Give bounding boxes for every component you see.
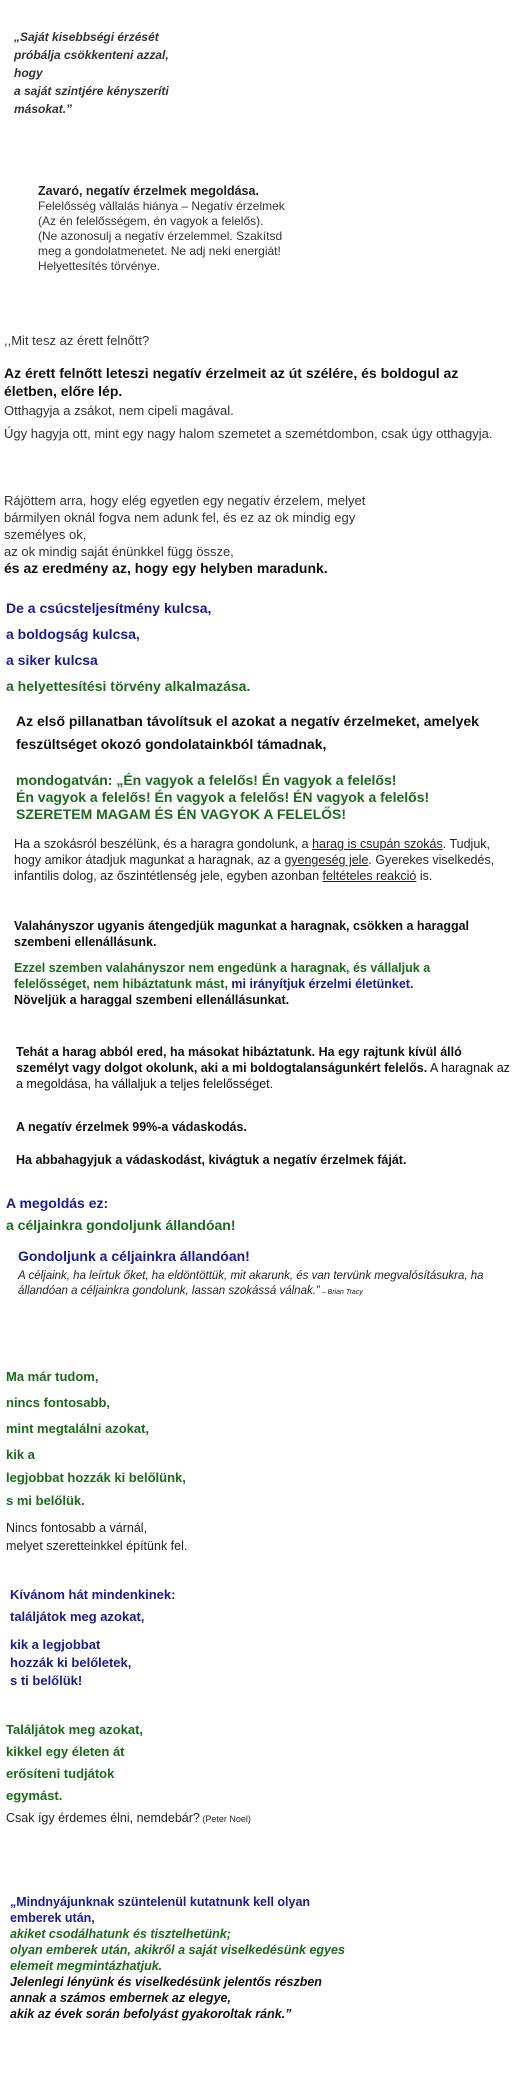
list-item: a helyettesítési törvény alkalmazása. (6, 678, 251, 694)
find-them-poem (6, 1719, 520, 1830)
quote-heading: Gondoljunk a céljainkra állandóan! (18, 1248, 250, 1264)
underlined-phrase: harag is csupán szokás (312, 837, 443, 851)
text-line: meg a gondolatmenetet. Ne adj neki energiát! (38, 244, 281, 258)
quote-line: emberek után, (10, 1911, 95, 1925)
text-line: személyes ok, (4, 527, 87, 542)
quote-line: Jelenlegi lényünk és viselkedésünk jelentős részben (10, 1975, 322, 1989)
list-item: De a csúcsteljesítmény kulcsa, (6, 600, 212, 616)
quote-line: elemeit megmintázhatjuk. (10, 1959, 163, 1973)
poem-line: s ti belőlük! (10, 1673, 83, 1688)
quote-line: akiket csodálhatunk és tisztelhetünk; (10, 1927, 231, 1941)
bold-text: Tehát a harag abból ered, ha másokat hibáztatunk. Ha egy rajtunk kívül álló személyt vagy dolgot okolunk, aki a mi boldogtalanságunkért felelős. (16, 1045, 462, 1075)
keys-list (6, 595, 520, 699)
text-line: a céljainkra gondoljunk állandóan! (6, 1217, 236, 1233)
remove-emotions-paragraph: Az első pillanatban távolítsuk el azokat a negatív érzelmeket, amelyek feszültséget okozó gondolatainkból támadnak, (16, 713, 479, 752)
quote-line: „Mindnyájunknak szüntelenül kutatnunk kell olyan (10, 1895, 311, 1909)
text-fragment: Ha a szokásról beszélünk, és a haragra gondolunk, a (14, 837, 313, 851)
quote-line: próbálja csökkenteni azzal, (14, 48, 169, 62)
text-line: A megoldás ez: (6, 1195, 109, 1211)
goals-quote (18, 1248, 508, 1300)
poem-line: hozzák ki belőletek, (10, 1655, 132, 1670)
list-item: a boldogság kulcsa, (6, 626, 140, 642)
poem-line: Ma már tudom, (6, 1369, 99, 1384)
text-line: melyet szeretteinkkel építünk fel. (6, 1539, 188, 1553)
closing-line (6, 1807, 520, 1830)
poem-line: egymást. (6, 1788, 63, 1803)
negative-emotions-box (38, 184, 358, 274)
text-line: Rájöttem arra, hogy elég egyetlen egy negatív érzelem, melyet (4, 493, 366, 508)
quote-line: akik az évek során befolyást gyakoroltak ránk.” (10, 2007, 292, 2021)
closing-text: Csak így érdemes élni, nemdebár? (6, 1811, 200, 1825)
opening-quote (14, 28, 244, 118)
poem-line: Kívánom hát mindenkinek: (10, 1587, 176, 1602)
cut-tree-statement: Ha abbahagyjuk a vádaskodást, kivágtuk a negatív érzelmek fáját. (16, 1153, 407, 1167)
poem-line: kik a legjobbat (10, 1637, 101, 1652)
question-heading: ,,Mit tesz az érett felnőtt? (4, 333, 150, 348)
text-line: Felelősség vállalás hiánya – Negatív érzelmek (38, 199, 285, 213)
text-line: (Az én felelősségem, én vagyok a felelős). (38, 214, 264, 228)
anger-resistance-paragraph: Valahányszor ugyanis átengedjük magunkat a haragnak, csökken a haraggal szembeni ellenállásunk. (14, 919, 470, 949)
poem-line: nincs fontosabb, (6, 1395, 110, 1410)
blame-paragraph (16, 1044, 511, 1092)
responsibility-paragraph (14, 960, 509, 1008)
text-line: Helyettesítés törvénye. (38, 259, 161, 273)
quote-line: hogy (14, 66, 43, 80)
wish-poem (10, 1584, 520, 1690)
poem-line: találjátok meg azokat, (10, 1609, 145, 1624)
list-item: a siker kulcsa (6, 652, 98, 668)
text-fragment: A haragnak az a megoldása, ha vállaljuk a teljes felelősséget. (16, 1061, 510, 1091)
poem-line: mint megtalálni azokat, (6, 1421, 150, 1436)
mantra-line: SZERETEM MAGAM ÉS ÉN VAGYOK A FELELŐS! (16, 806, 347, 822)
text-line: Növeljük a haraggal szembeni ellenállásunkat. (14, 993, 290, 1007)
poem-line: kik a (6, 1447, 35, 1462)
text-fragment: Ezzel szemben valahányszor nem engedünk a haragnak, és vállaljuk a felelősséget, nem hibáztatunk mást, (14, 961, 431, 991)
responsibility-mantra (16, 772, 506, 823)
quote-line: a saját szintjére kényszeríti (14, 84, 169, 98)
realization-paragraph (4, 492, 504, 577)
underlined-phrase: gyengeség jele (284, 853, 369, 867)
poem-line: Találjátok meg azokat, (6, 1722, 144, 1737)
bold-conclusion: és az eredmény az, hogy egy helyben maradunk. (4, 560, 328, 576)
quote-line: olyan emberek után, akikről a saját viselkedésünk egyes (10, 1943, 345, 1957)
underlined-phrase: feltételes reakció (322, 869, 417, 883)
text-line: (Ne azonosulj a negatív érzelemmel. Szakítsd (38, 229, 283, 243)
text-line: Otthagyja a zsákot, nem cipeli magával. (4, 403, 234, 418)
quote-line: annak a számos embernek az elegye, (10, 1991, 231, 2005)
closing-quote (10, 1894, 500, 2022)
text-line: Úgy hagyja ott, mint egy nagy halom szemetet a szemétdombon, csak úgy otthagyja. (4, 426, 493, 441)
poem-line: kikkel egy életen át (6, 1744, 125, 1759)
text-fragment: . Gyerekes viselkedés, infantilis dolog, az őszintétlenség jele, egyben azonban (14, 853, 495, 883)
quote-line: másokat.” (14, 102, 73, 116)
mature-adult-paragraph (4, 364, 504, 443)
today-i-know-poem (6, 1364, 520, 1514)
mantra-line: mondogatván: „Én vagyok a felelős! Én vagyok a felelős! (16, 772, 397, 788)
bold-statement: Az érett felnőtt leteszi negatív érzelmeit az út szélére, és boldogul az életben, előre lép. (4, 365, 459, 399)
poem-line: legjobbat hozzák ki belőlünk, (6, 1470, 186, 1485)
poem-line: erősíteni tudjátok (6, 1766, 115, 1781)
text-fragment: is. (416, 869, 433, 883)
quote-line: „Saját kisebbségi érzését (14, 30, 159, 44)
accusation-statement: A negatív érzelmek 99%-a vádaskodás. (16, 1120, 247, 1134)
text-fragment: . Tudjuk, hogy amikor átadjuk magunkat a haragnak, az a (14, 837, 490, 867)
solution-heading (6, 1192, 520, 1236)
section-title: Zavaró, negatív érzelmek megoldása. (38, 184, 259, 198)
castle-lines (6, 1519, 520, 1555)
emphasis-phrase: mi irányítjuk érzelmi életünket. (231, 977, 414, 991)
text-line: bármilyen oknál fogva nem adunk fel, és ez az ok mindig egy (4, 510, 356, 525)
poem-author: (Peter Noel) (199, 1814, 251, 1824)
quote-author: – Brian Tracy (319, 1289, 363, 1296)
text-line: az ok mindig saját énünkkel függ össze, (4, 544, 234, 559)
mantra-line: Én vagyok a felelős! Én vagyok a felelős! ÉN vagyok a felelős! (16, 789, 430, 805)
habit-paragraph (14, 836, 504, 884)
quote-text: A céljaink, ha leírtuk őket, ha eldöntöttük, mit akarunk, és van tervünk megvalósításukra, ha állandóan a céljainkra gondolunk, lassan szokássá válnak.” (18, 1270, 484, 1297)
poem-line: s mi belőlük. (6, 1493, 85, 1508)
text-line: Nincs fontosabb a várnál, (6, 1521, 148, 1535)
quote-body (18, 1269, 508, 1300)
